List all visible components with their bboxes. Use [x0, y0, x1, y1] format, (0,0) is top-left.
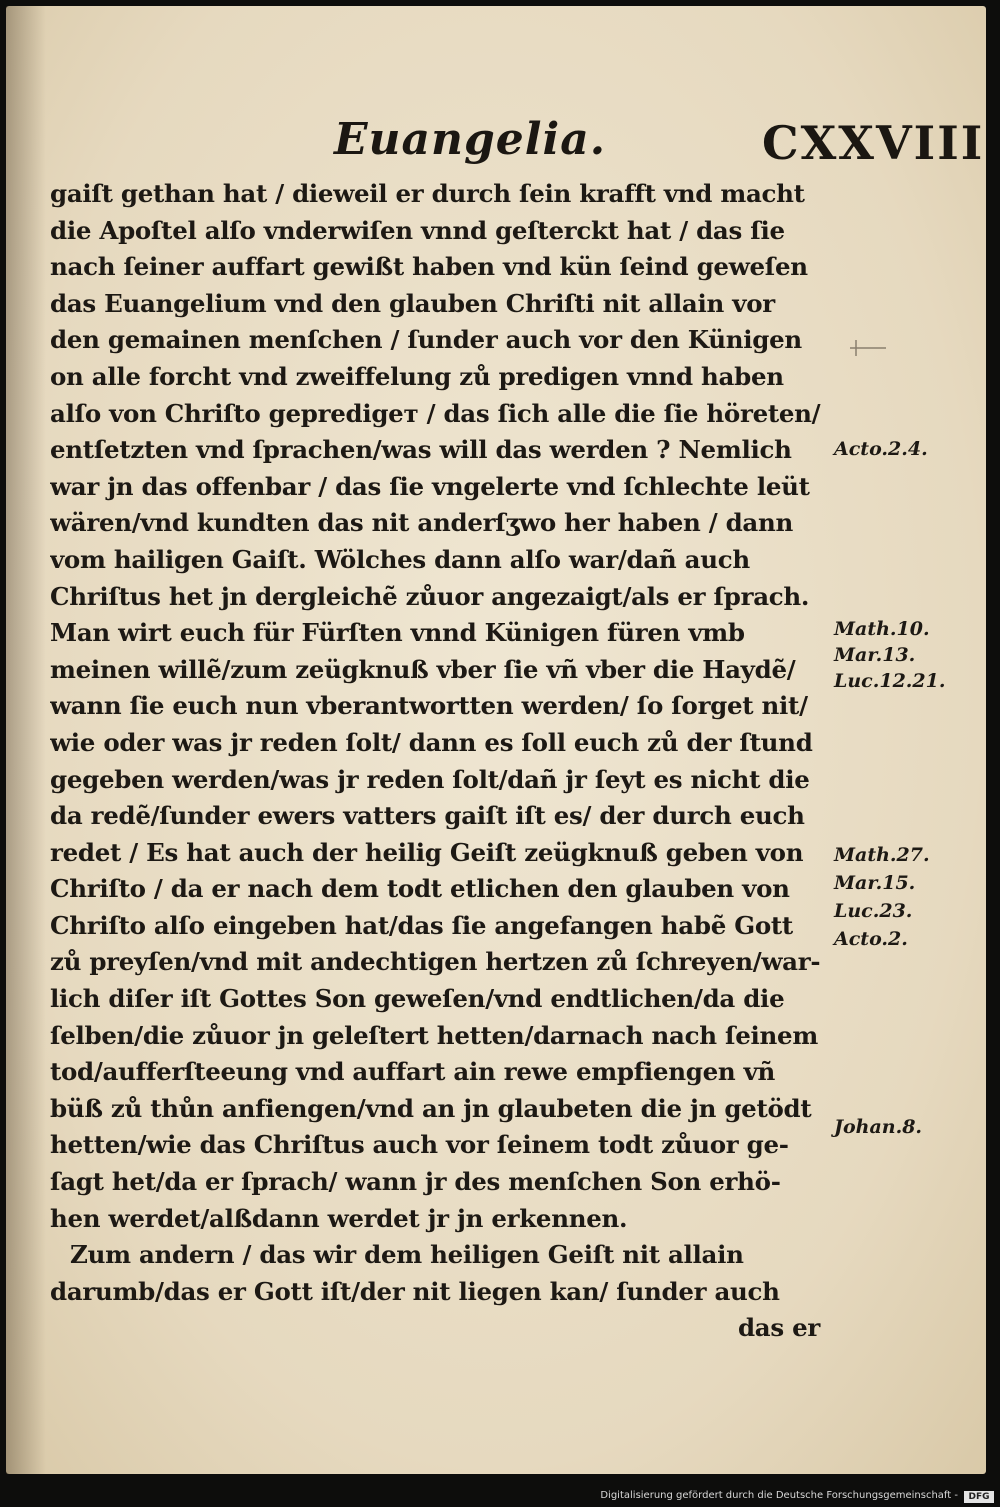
digitization-footer: [0, 1488, 1000, 1507]
dfg-logo: DFG: [964, 1491, 994, 1503]
margin-note: Acto.2.4.: [834, 438, 928, 460]
pen-mark-icon: [848, 336, 888, 360]
text-line: Chriſto / da er nach dem todt etlichen den glauben von: [50, 874, 790, 904]
text-line: gegeben werden/was jr reden ſolt/dañ jr ſeyt es nicht die: [50, 764, 810, 794]
margin-note: Luc.23.: [834, 900, 913, 922]
text-line: da redẽ/ſunder ewers vatters gaiſt iſt es/ der durch euch: [50, 801, 805, 831]
folio-number: CXXVIII: [762, 116, 985, 170]
text-line: Man wirt euch für Fürſten vnnd Künigen füren vmb: [50, 618, 745, 648]
text-line: alſo von Chriſto gepredigет / das ſich alle die ſie höreten/: [50, 398, 821, 428]
text-line: Chriſtus het jn dergleichẽ zůuor angezaigt/als er ſprach.: [50, 581, 810, 611]
running-header: [6, 106, 986, 176]
text-line: büß zů thůn anfiengen/vnd an jn glaubeten die jn getödt: [50, 1093, 812, 1123]
text-line: lich diſer iſt Gottes Son geweſen/vnd endtlichen/da die: [50, 984, 785, 1014]
gutter-shadow: [6, 6, 46, 1474]
margin-note: Math.27.: [834, 844, 930, 866]
text-line: redet / Es hat auch der heilig Geiſt zeügknuß geben von: [50, 837, 804, 867]
text-line: die Apoſtel alſo vnderwiſen vnnd geſterckt hat / das ſie: [50, 215, 785, 245]
margin-note: Luc.12.21.: [834, 670, 946, 692]
text-line: darumb/das er Gott iſt/der nit liegen kan/ ſunder auch: [50, 1276, 780, 1306]
text-line: wären/vnd kundten das nit anderſʒwo her haben / dann: [50, 508, 794, 538]
catchword: das er: [737, 1313, 820, 1343]
margin-note: Mar.13.: [834, 644, 916, 666]
body-text: [50, 176, 830, 1347]
running-title: Euangelia.: [334, 114, 607, 165]
text-line: hetten/wie das Chriſtus auch vor ſeinem todt zůuor ge-: [50, 1130, 789, 1160]
text-line: tod/aufferſteeung vnd auffart ain rewe empfiengen vñ: [50, 1057, 776, 1087]
text-line: ſagt het/da er ſprach/ wann jr des menſchen Son erhö-: [50, 1167, 781, 1197]
text-line: war jn das offenbar / das ſie vngelerte vnd ſchlechte leüt: [50, 471, 810, 501]
margin-note: Math.10.: [834, 618, 930, 640]
text-line: das Euangelium vnd den glauben Chriſti nit allain vor: [50, 288, 775, 318]
text-line: nach ſeiner auffart gewißt haben vnd kün ſeind geweſen: [50, 252, 808, 282]
text-line: on alle forcht vnd zweiffelung zů predigen vnnd haben: [50, 361, 784, 391]
text-line: meinen willẽ/zum zeügknuß vber ſie vñ vber die Haydẽ/: [50, 654, 796, 684]
text-line: zů preyſen/vnd mit andechtigen hertzen zů ſchreyen/war-: [50, 947, 821, 977]
text-line: wann ſie euch nun vberantwortten werden/ ſo ſorget nit/: [50, 691, 808, 721]
text-line: Zum andern / das wir dem heiligen Geiſt nit allain: [70, 1240, 744, 1270]
text-line: ſelben/die zůuor jn geleſtert hetten/darnach nach ſeinem: [50, 1020, 818, 1050]
margin-note: Johan.8.: [834, 1116, 923, 1138]
text-line: den gemainen menſchen / ſunder auch vor den Künigen: [50, 325, 802, 355]
text-line: Chriſto alſo eingeben hat/das ſie angefangen habẽ Gott: [50, 910, 793, 940]
footer-credit: Digitalisierung gefördert durch die Deutsche Forschungsgemeinschaft -: [600, 1490, 958, 1501]
margin-note: Acto.2.: [834, 928, 908, 950]
margin-note: Mar.15.: [834, 872, 916, 894]
text-line: gaiſt gethan hat / dieweil er durch ſein krafft vnd macht: [50, 179, 805, 208]
text-line: entſetzten vnd ſprachen/was will das werden ? Nemlich: [50, 435, 792, 465]
text-line: hen werdet/alßdann werdet jr jn erkennen.: [50, 1203, 628, 1233]
book-page: [6, 6, 986, 1474]
text-line: wie oder was jr reden ſolt/ dann es ſoll euch zů der ſtund: [50, 727, 813, 757]
text-line: vom hailigen Gaiſt. Wölches dann alſo war/dañ auch: [50, 544, 750, 574]
